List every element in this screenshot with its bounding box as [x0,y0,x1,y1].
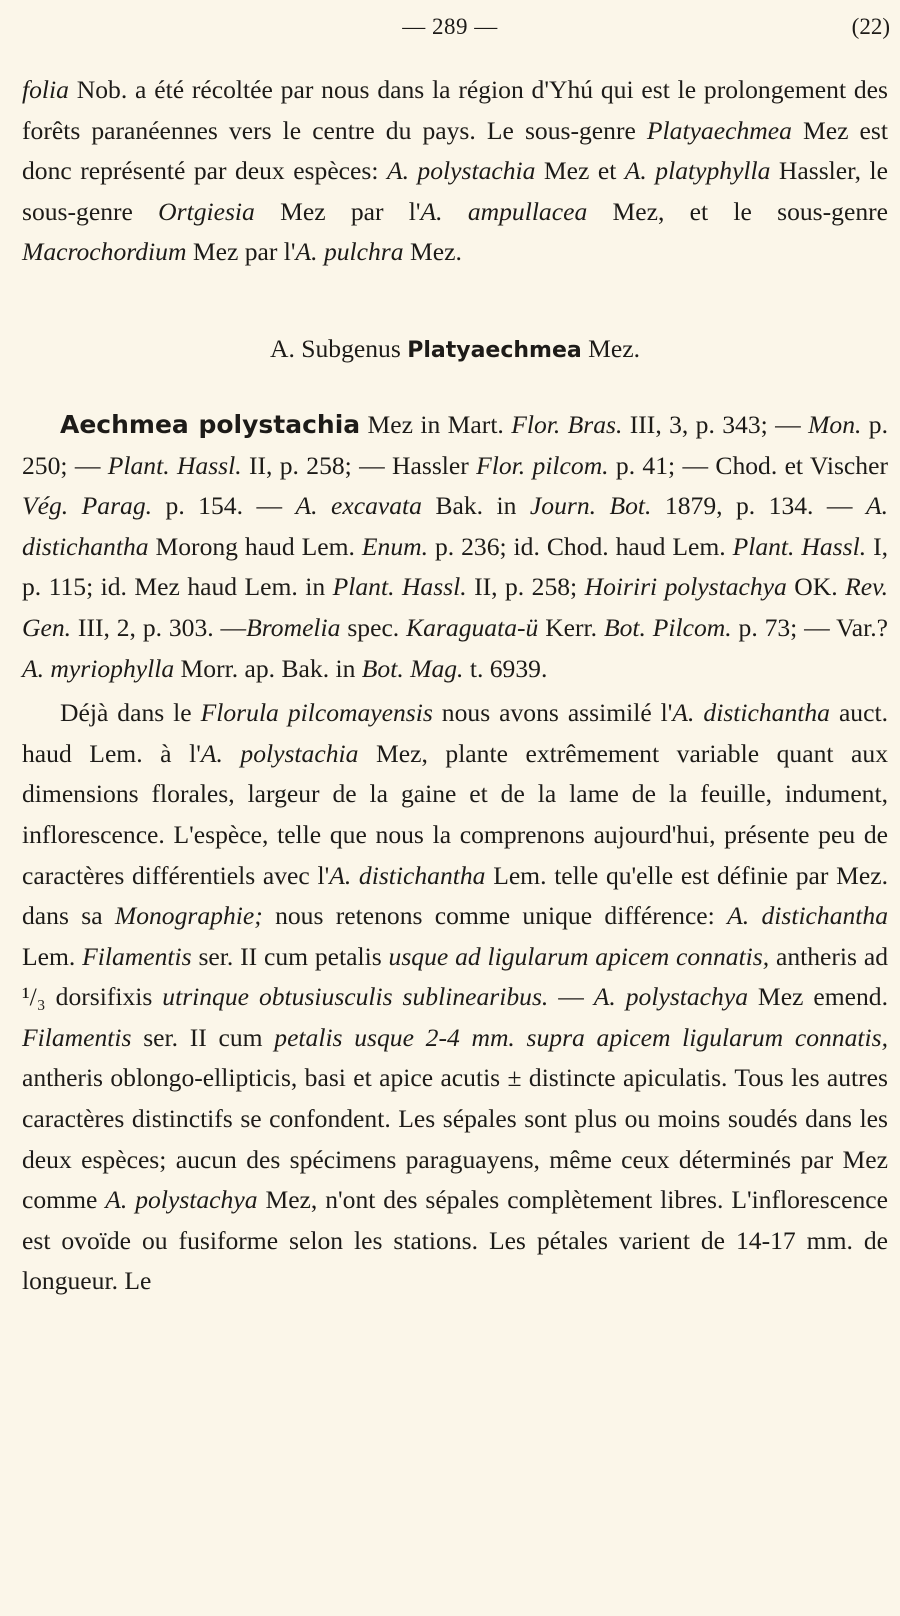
text-run: Mez, n'ont des sépales complètement libres. L'inflorescence est ovoïde ou fusiforme selon les stations. Les pétales varient de 14-17 mm. de longueur. Le [22,1185,888,1296]
taxon-italic: A. polystachya [105,1185,258,1215]
citation-italic: A. excavata [295,491,422,521]
taxon-italic: Platyaechmea [646,115,792,145]
page-number: — 289 — [402,14,498,39]
taxon-italic: Filamentis [22,1022,132,1052]
text-run: Lem. [22,941,83,971]
discussion-paragraph [22,693,888,1302]
text-run: Nob. a été récoltée par nous dans la région d'Yhú qui est le prolongement des forêts paranéennes vers le centre du pays. Le sous-genre [22,75,888,145]
taxon-italic: A. distichantha [727,901,889,931]
citation-italic: A. myriophylla [22,653,175,683]
text-run: p. 250; — [22,409,888,480]
text-run: 1879, p. 134. — [651,491,866,521]
text-run: t. 6939. [463,653,548,683]
taxon-italic: A. distichantha [329,860,486,890]
citation-italic: Karaguata-ü [406,612,539,642]
citation-italic: Bromelia [246,612,341,642]
text-run: auct. haud Lem. à l' [22,698,888,768]
taxon-italic: A. ampullacea [420,196,588,226]
section-suffix: Mez. [581,333,641,363]
text-run: spec. [340,612,407,642]
folio-number: (22) [851,14,890,39]
text-run: III, 2, p. 303. — [71,612,247,642]
text-run: dorsifixis [45,982,163,1012]
section-prefix: A. Subgenus [269,333,408,363]
text-run: OK. [786,572,846,602]
taxon-italic: Ortgiesia [158,196,255,226]
text-run: Déjà dans le [60,698,201,728]
taxon-italic: A. polystachia [386,156,536,186]
citation-italic: Plant. Hassl. [732,531,867,561]
text-run: nous retenons comme unique différence: [262,901,728,931]
section-subgenus-name: Platyaechmea [407,337,582,363]
taxon-italic: folia [22,75,69,104]
text-run: Mez par l' [186,237,296,267]
citation-italic: Bot. Mag. [361,653,464,683]
text-run: Mez et [535,156,625,186]
taxon-italic: Florula pilcomayensis [200,698,433,728]
text-run: — [548,982,594,1012]
citation-italic: A. distichantha [22,491,889,561]
taxon-italic: usque ad ligularum apicem connatis, [388,941,770,971]
text-run: Lem. telle qu'elle est définie par Mez. dans sa [22,860,888,931]
body-text [22,70,888,1302]
taxon-italic: petalis usque 2-4 mm. supra apicem ligularum connatis, [274,1022,888,1052]
text-run: II, p. 258; [466,572,585,602]
text-run: p. 41; — Chod. et Vischer [608,450,888,480]
text-run: Mez par l' [254,196,421,226]
citation-italic: Vég. Parag. [22,491,153,521]
text-run: ser. II cum [131,1022,275,1052]
citation-italic: Plant. Hassl. [107,450,242,480]
text-run: III, 3, p. 343; — [622,409,809,439]
taxon-italic: Monographie; [114,901,263,931]
text-run: Morong haud Lem. [148,531,362,561]
citation-italic: Flor. Bras. [511,409,623,439]
taxon-italic: A. platyphylla [624,156,771,186]
intro-paragraph [22,70,888,273]
citation-italic: Bot. Pilcom. [603,612,732,642]
text-run: p. 73; — Var.? [731,612,889,642]
text-run: ser. II cum petalis [191,941,389,971]
text-run: nous avons assimilé l' [432,698,673,728]
page-header [0,8,900,52]
taxon-italic: Filamentis [82,941,192,971]
taxon-italic: A. polystachya [593,982,748,1012]
taxon-italic: Macrochordium [22,237,187,267]
taxon-italic: utrinque obtusiusculis sublinearibus. [162,982,549,1012]
text-run: Mez emend. [748,982,888,1012]
citation-italic: Plant. Hassl. [332,572,467,602]
citation-italic: Enum. [361,531,428,561]
citation-italic: Mon. [808,409,862,439]
text-run: p. 236; id. Chod. haud Lem. [428,531,733,561]
text-run: antheris ad [769,941,888,971]
taxon-italic: A. distichantha [672,698,830,728]
taxon-italic: A. polystachia [200,738,359,768]
text-run: Mez est donc représenté par deux espèces: [22,115,888,186]
citation-italic: Hoiriri polystachya [584,572,787,602]
text-run: I, p. 115; id. Mez haud Lem. in [22,531,888,602]
text-run: p. 154. — [152,491,296,521]
text-run: Kerr. [538,612,604,642]
section-heading [22,329,888,371]
citation-italic: Journ. Bot. [529,491,652,521]
text-run: Mez, et le sous-genre [587,196,888,226]
citation-italic: Flor. pilcom. [476,450,609,480]
fraction: ¹/₃ [22,982,46,1012]
taxon-italic: A. pulchra [295,237,404,267]
text-run: Mez in Mart. [360,409,512,439]
text-run: Morr. ap. Bak. in [174,653,362,683]
text-run: Hassler, le sous-genre [22,156,888,226]
text-run: Bak. in [421,491,530,521]
species-name: Aechmea polystachia [60,409,361,439]
text-run: Mez, plante extrêmement variable quant aux dimensions florales, largeur de la gaine et de la lame de la feuille, indument, inflorescence. L'espèce, telle que nous la comprenons aujourd'hui, présente peu de caractères différentiels avec l' [22,738,888,890]
species-entry [22,405,888,689]
citation-italic: Rev. Gen. [22,572,888,642]
text-run: II, p. 258; — Hassler [241,450,477,480]
text-run: antheris oblongo-ellipticis, basi et apice acutis ± distincte apiculatis. Tous les autres caractères distinctifs se confondent. Les sépales sont plus ou moins soudés dans les deux espèces; aucun des spécimens paraguayens, même ceux déterminés par Mez comme [22,1063,888,1215]
text-run: Mez. [403,237,462,267]
